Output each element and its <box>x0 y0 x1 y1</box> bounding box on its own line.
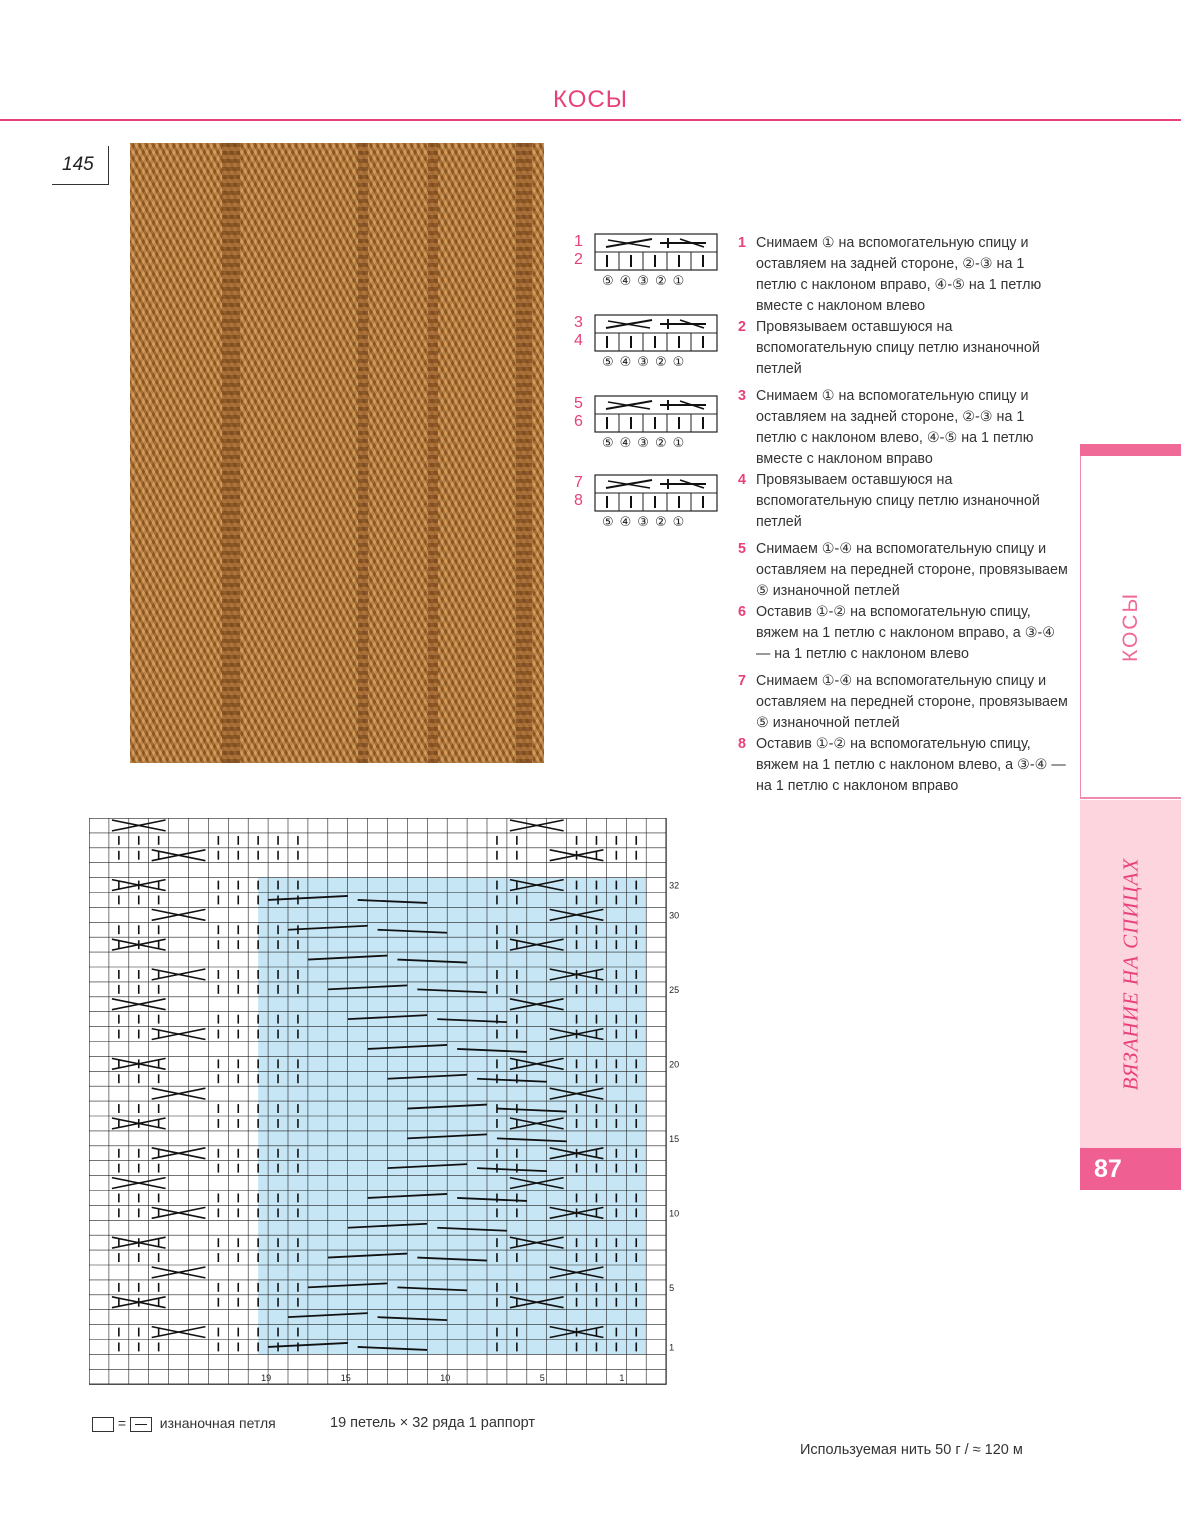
instruction-step <box>738 317 1068 380</box>
instruction-number: 6 <box>738 604 746 620</box>
instruction-step <box>738 470 1068 533</box>
mini-chart-row-numbers <box>574 233 583 269</box>
instruction-step <box>738 602 1068 665</box>
instruction-text: Провязываем оставшуюся на вспомогательную спицу петлю изнаночной петлей <box>756 319 1040 377</box>
mini-chart-grid <box>594 395 740 435</box>
legend <box>92 1415 276 1432</box>
row-label: 25 <box>669 984 680 995</box>
side-tab-book <box>1080 800 1181 1148</box>
instruction-number: 8 <box>738 736 746 752</box>
legend-purl-box <box>130 1417 152 1432</box>
mini-row-num: 6 <box>574 413 583 430</box>
mini-chart-stitch-numbers: ⑤④③②① <box>602 435 691 450</box>
mini-chart-stitch-numbers: ⑤④③②① <box>602 514 691 529</box>
mini-row-num: 4 <box>574 332 583 349</box>
mini-chart-grid <box>594 314 740 354</box>
mini-chart-row-numbers <box>574 474 583 510</box>
instruction-number: 2 <box>738 319 746 335</box>
page-number: 87 <box>1094 1155 1122 1183</box>
mini-row-num: 1 <box>574 233 583 250</box>
row-label: 32 <box>669 880 680 891</box>
legend-equals: = <box>117 1415 127 1431</box>
instruction-number: 5 <box>738 541 746 557</box>
side-tab-book-label: ВЯЗАНИЕ НА СПИЦАХ <box>1118 857 1142 1091</box>
side-tab-top <box>1080 444 1181 456</box>
header-rule <box>0 119 1181 121</box>
page-number-tab <box>1080 1148 1181 1190</box>
knit-sample-photo <box>130 143 544 763</box>
instruction-number: 3 <box>738 388 746 404</box>
side-tab-section <box>1080 456 1181 799</box>
legend-empty-box <box>92 1417 114 1432</box>
instructions <box>738 233 1068 797</box>
instruction-number: 4 <box>738 472 746 488</box>
instruction-step <box>738 734 1068 797</box>
instruction-step <box>738 539 1068 602</box>
yarn-info: Используемая нить 50 г / ≈ 120 м <box>800 1442 1023 1458</box>
page-header-title: КОСЫ <box>553 86 628 113</box>
col-label: 1 <box>619 1373 625 1384</box>
pattern-number: 145 <box>62 154 94 175</box>
instruction-text: Провязываем оставшуюся на вспомогательную спицу петлю изнаночной петлей <box>756 472 1040 530</box>
instruction-step <box>738 671 1068 734</box>
legend-purl-label: изнаночная петля <box>159 1415 276 1431</box>
row-label: 30 <box>669 910 680 921</box>
instruction-text: Снимаем ①-④ на вспомогательную спицу и оставляем на передней стороне, провязываем ⑤ изнаночной петлей <box>756 541 1068 599</box>
instruction-text: Снимаем ① на вспомогательную спицу и оставляем на задней стороне, ②-③ на 1 петлю с наклоном вправо, ④-⑤ на 1 петлю вместе с наклоном влево <box>756 235 1042 314</box>
mini-chart-stitch-numbers: ⑤④③②① <box>602 273 691 288</box>
mini-chart-grid <box>594 233 740 273</box>
row-label: 1 <box>669 1342 675 1353</box>
side-tab-section-label: КОСЫ <box>1119 591 1142 662</box>
instruction-step <box>738 233 1068 317</box>
repeat-info: 19 петель × 32 ряда 1 раппорт <box>330 1415 536 1431</box>
instruction-text: Снимаем ① на вспомогательную спицу и оставляем на задней стороне, ②-③ на 1 петлю с наклоном влево, ④-⑤ на 1 петлю вместе с наклоном вправо <box>756 388 1034 467</box>
instruction-number: 1 <box>738 235 746 251</box>
mini-chart-row-numbers <box>574 314 583 350</box>
col-label: 10 <box>440 1373 451 1384</box>
col-label: 5 <box>539 1373 545 1384</box>
mini-chart-row-numbers <box>574 395 583 431</box>
mini-row-num: 7 <box>574 474 583 491</box>
mini-chart-stitch-numbers: ⑤④③②① <box>602 354 691 369</box>
row-label: 20 <box>669 1059 680 1070</box>
mini-row-num: 5 <box>574 395 583 412</box>
mini-row-num: 3 <box>574 314 583 331</box>
mini-row-num: 8 <box>574 492 583 509</box>
mini-row-num: 2 <box>574 251 583 268</box>
instruction-step <box>738 386 1068 470</box>
col-label: 19 <box>261 1373 272 1384</box>
instruction-text: Снимаем ①-④ на вспомогательную спицу и оставляем на передней стороне, провязываем ⑤ изнаночной петлей <box>756 673 1068 731</box>
mini-chart-grid <box>594 474 740 514</box>
instruction-text: Оставив ①-② на вспомогательную спицу, вяжем на 1 петлю с наклоном влево, а ③-④ — на 1 петлю с наклоном вправо <box>756 736 1066 794</box>
instruction-text: Оставив ①-② на вспомогательную спицу, вяжем на 1 петлю с наклоном вправо, а ③-④ — на 1 петлю с наклоном влево <box>756 604 1056 662</box>
knitting-chart <box>89 818 689 1408</box>
row-label: 15 <box>669 1133 680 1144</box>
row-label: 5 <box>669 1282 675 1293</box>
row-label: 10 <box>669 1208 680 1219</box>
col-label: 15 <box>340 1373 351 1384</box>
instruction-number: 7 <box>738 673 746 689</box>
